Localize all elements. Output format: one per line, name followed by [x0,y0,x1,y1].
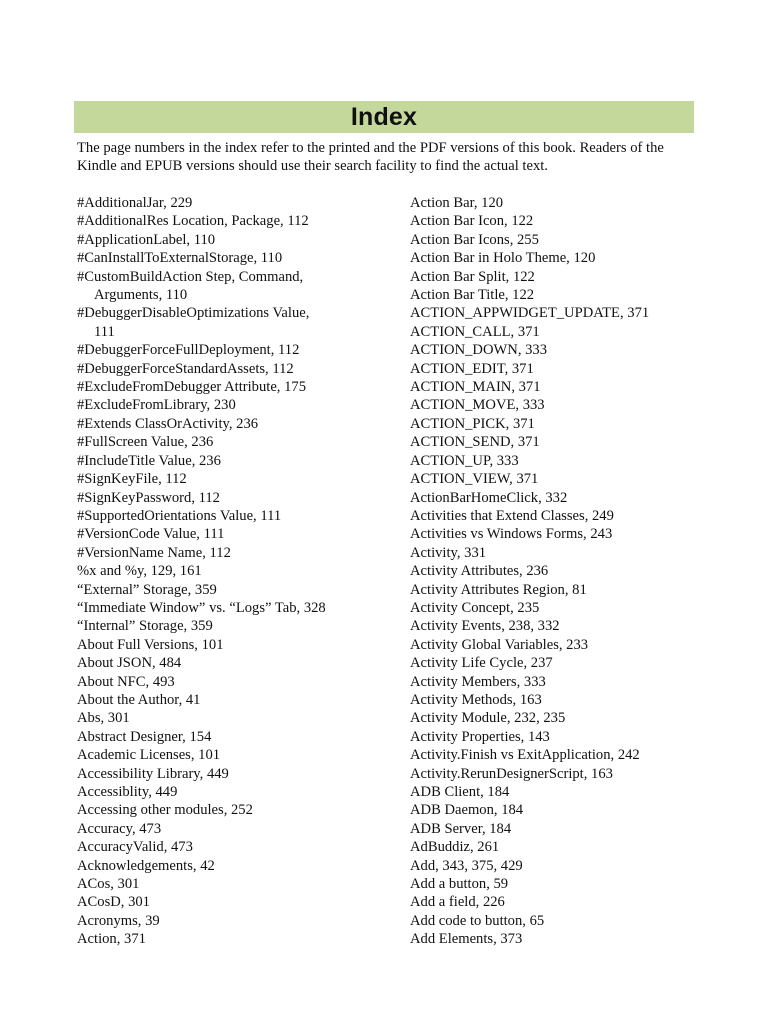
index-entry: #DebuggerForceStandardAssets, 112 [77,360,294,377]
index-entry: #DebuggerForceFullDeployment, 112 [77,342,300,359]
index-entry: ACTION_MOVE, 333 [410,397,545,414]
index-entry-continuation: 111 [94,323,115,340]
index-entry: Activity.Finish vs ExitApplication, 242 [410,747,640,764]
index-entry: AdBuddiz, 261 [410,839,500,856]
index-entry: Action, 371 [77,931,146,948]
index-entry: #CustomBuildAction Step, Command, [77,268,304,285]
index-entry: ACTION_MAIN, 371 [410,379,541,396]
index-column-left [77,194,377,949]
index-entry: “Internal” Storage, 359 [77,618,213,635]
index-entry: Activity Members, 333 [410,673,546,690]
index-entry: #IncludeTitle Value, 236 [77,452,221,469]
index-entry: About NFC, 493 [77,673,175,690]
index-entry: ACosD, 301 [77,894,150,911]
index-title-bar [74,101,694,133]
index-entry: ACTION_PICK, 371 [410,415,535,432]
index-entry: Action Bar Icons, 255 [410,231,539,248]
index-entry: About Full Versions, 101 [77,636,224,653]
index-entry: #FullScreen Value, 236 [77,434,214,451]
index-entry: #SignKeyFile, 112 [77,471,187,488]
index-entry: Activity, 331 [410,544,487,561]
index-entry: ADB Daemon, 184 [410,802,524,819]
index-entry: #CanInstallToExternalStorage, 110 [77,250,283,267]
index-entry: Activities that Extend Classes, 249 [410,507,614,524]
index-entry: Activity Properties, 143 [410,728,550,745]
index-entry: Add a button, 59 [410,876,509,893]
index-entry: ACTION_DOWN, 333 [410,342,548,359]
index-entry: About JSON, 484 [77,655,182,672]
index-entry: Activity Events, 238, 332 [410,618,560,635]
index-entry: Activity.RerunDesignerScript, 163 [410,765,613,782]
index-entry: Acronyms, 39 [77,912,160,929]
index-entry: Activity Module, 232, 235 [410,710,566,727]
index-entry-continuation: Arguments, 110 [94,287,188,304]
index-entry: Accessing other modules, 252 [77,802,253,819]
index-entry: Activities vs Windows Forms, 243 [410,526,613,543]
index-entry: Abstract Designer, 154 [77,728,212,745]
index-entry: #VersionCode Value, 111 [77,526,225,543]
index-entry: Activity Methods, 163 [410,691,542,708]
index-entry: #SignKeyPassword, 112 [77,489,220,506]
index-entry: AccuracyValid, 473 [77,839,193,856]
index-entry: ACTION_APPWIDGET_UPDATE, 371 [410,305,650,322]
index-entry: Accessibility Library, 449 [77,765,229,782]
index-entry: Action Bar Title, 122 [410,287,535,304]
index-entry: #VersionName Name, 112 [77,544,231,561]
index-entry: Add code to button, 65 [410,912,545,929]
index-entry: Acknowledgements, 42 [77,857,215,874]
index-entry: About the Author, 41 [77,691,201,708]
index-entry: #ExcludeFromDebugger Attribute, 175 [77,379,306,396]
index-entry: #AdditionalJar, 229 [77,195,193,211]
index-entry: Activity Attributes, 236 [410,563,549,580]
index-entry: ACTION_SEND, 371 [410,434,540,451]
index-entry: Action Bar Split, 122 [410,268,535,285]
index-entry: Action Bar Icon, 122 [410,213,534,230]
index-entry: ADB Server, 184 [410,820,512,837]
index-entry: Activity Global Variables, 233 [410,636,589,653]
index-entry: ACTION_CALL, 371 [410,323,540,340]
index-entry: “External” Storage, 359 [77,581,217,598]
index-column-right [410,194,700,949]
index-entry: Add, 343, 375, 429 [410,857,523,874]
index-entry: Action Bar in Holo Theme, 120 [410,250,596,267]
index-entry: #SupportedOrientations Value, 111 [77,507,282,524]
index-entry: ADB Client, 184 [410,784,510,800]
index-entry: ActionBarHomeClick, 332 [410,489,568,506]
intro-paragraph: The page numbers in the index refer to the printed and the PDF versions of this book. Readers of the Kindle and EPUB versions should use their search facility to find the actual text. [77,140,664,175]
index-entry: Activity Attributes Region, 81 [410,581,587,598]
index-entry: Action Bar, 120 [410,195,504,211]
index-entry: #ExcludeFromLibrary, 230 [77,397,236,414]
index-entry: #Extends ClassOrActivity, 236 [77,415,259,432]
index-entry: Add Elements, 373 [410,931,523,948]
index-entry: “Immediate Window” vs. “Logs” Tab, 328 [77,599,326,616]
index-entry: ACTION_UP, 333 [410,452,519,469]
index-entry: ACTION_EDIT, 371 [410,360,534,377]
index-entry: Accessiblity, 449 [77,784,178,800]
index-entry: ACTION_VIEW, 371 [410,471,539,488]
index-entry: ACos, 301 [77,876,140,893]
index-entry: Activity Life Cycle, 237 [410,655,553,672]
index-entry: Accuracy, 473 [77,820,162,837]
index-entry: %x and %y, 129, 161 [77,563,202,580]
page-title: Index [350,102,418,131]
index-entry: #AdditionalRes Location, Package, 112 [77,213,309,230]
index-entry: #ApplicationLabel, 110 [77,231,216,248]
index-entry: Academic Licenses, 101 [77,747,221,764]
index-entry: Abs, 301 [77,710,130,727]
index-entry: #DebuggerDisableOptimizations Value, [77,305,310,322]
index-entry: Activity Concept, 235 [410,599,540,616]
index-entry: Add a field, 226 [410,894,505,911]
